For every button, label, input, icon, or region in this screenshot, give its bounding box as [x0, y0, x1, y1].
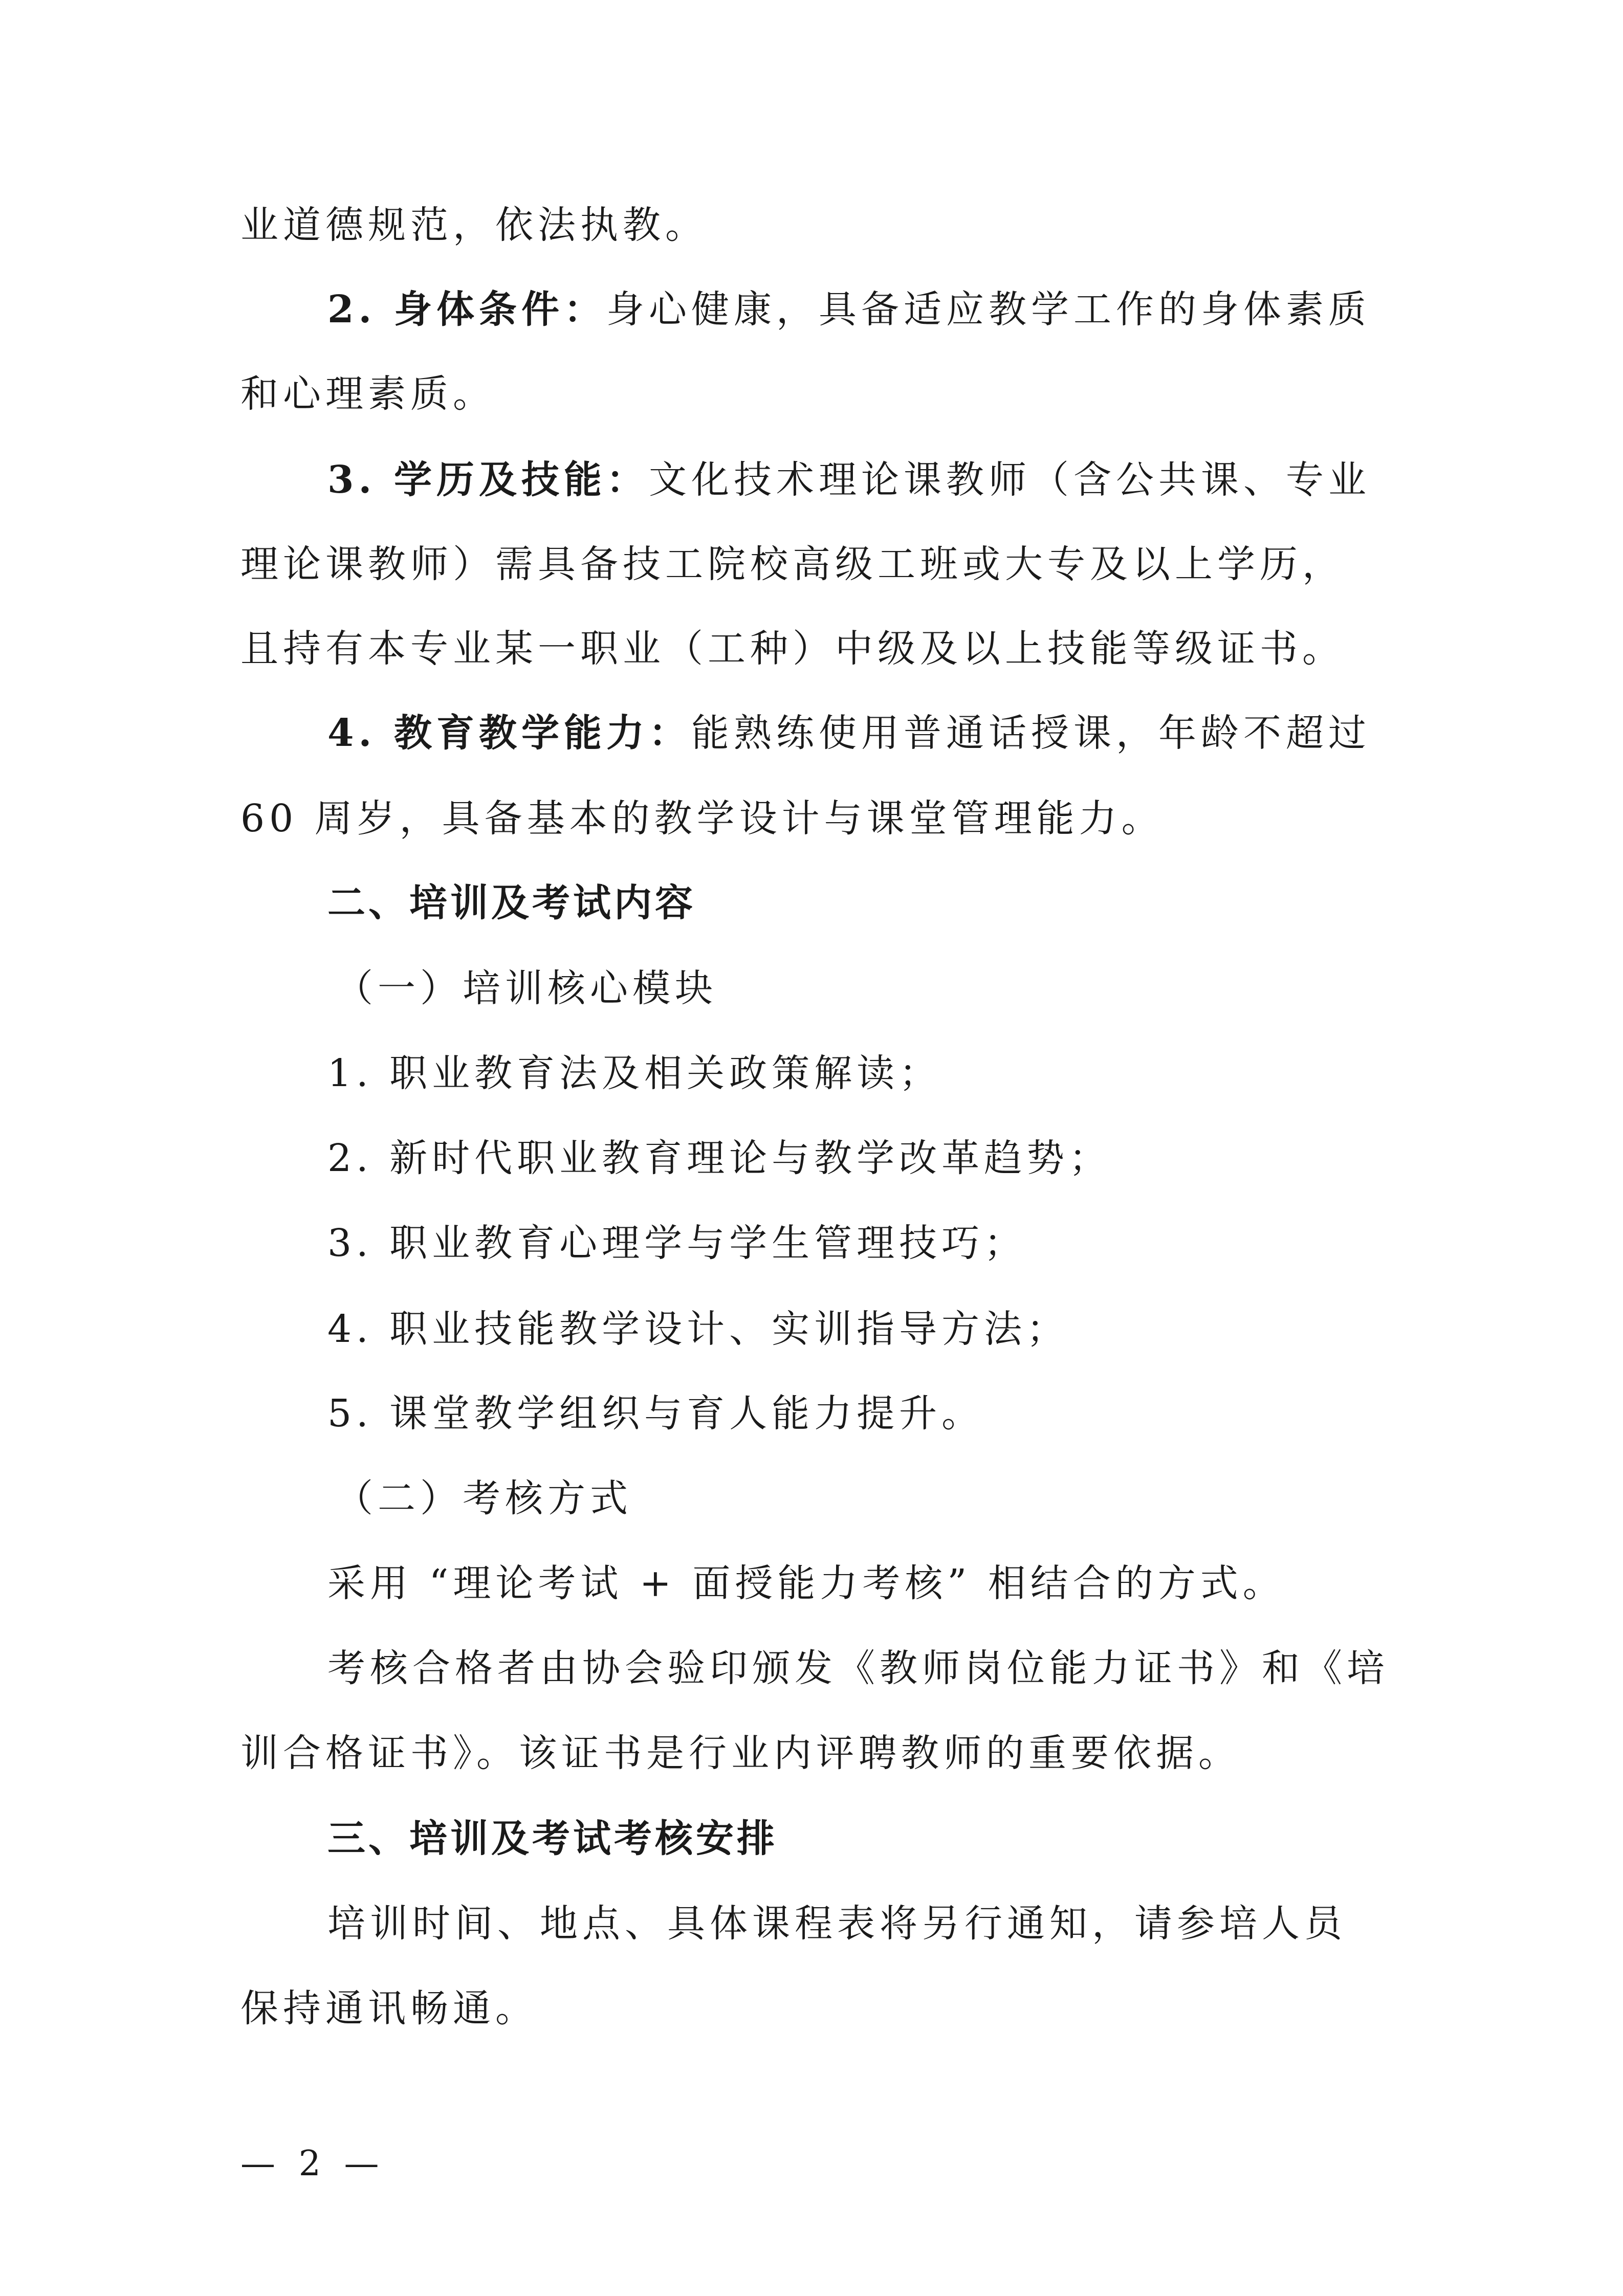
requirement-label: 2. 身体条件： — [327, 288, 607, 332]
requirement-physical — [327, 279, 1397, 340]
schedule-text: 培训时间、地点、具体课程表将另行通知，请参培人员 — [327, 1902, 1347, 1946]
paragraph-line — [240, 788, 1397, 849]
section-heading: 二、培训及考试内容 — [327, 881, 696, 925]
line-text: 60 周岁，具备基本的教学设计与课堂管理能力。 — [240, 797, 1164, 841]
module-item: 3. 职业教育心理学与学生管理技巧； — [327, 1221, 1027, 1265]
section-heading: 三、培训及考试考核安排 — [327, 1817, 778, 1861]
line-text: 和心理素质。 — [240, 372, 495, 416]
paragraph-line — [240, 534, 1397, 595]
page-number: — 2 — — [240, 2144, 385, 2184]
requirement-label: 4. 教育教学能力： — [327, 711, 692, 755]
requirement-text: 文化技术理论课教师（含公共课、专业 — [649, 458, 1371, 502]
assessment-method: 采用 “理论考试 + 面授能力考核” 相结合的方式。 — [327, 1561, 1285, 1605]
paragraph-line — [240, 363, 1397, 425]
schedule-text: 保持通讯畅通。 — [240, 1986, 538, 2030]
module-item: 5. 课堂教学组织与育人能力提升。 — [327, 1392, 984, 1436]
module-item: 1. 职业教育法及相关政策解读； — [327, 1051, 942, 1095]
line-text: 理论课教师）需具备技工院校高级工班或大专及以上学历， — [240, 542, 1345, 586]
requirement-education — [327, 449, 1397, 511]
paragraph-line — [240, 618, 1397, 679]
sub-heading: （二）考核方式 — [335, 1476, 632, 1520]
sub-heading: （一）培训核心模块 — [335, 966, 717, 1010]
certificate-text: 考核合格者由协会验印颁发《教师岗位能力证书》和《培 — [327, 1646, 1389, 1690]
module-item: 4. 职业技能教学设计、实训指导方法； — [327, 1307, 1069, 1351]
module-item: 2. 新时代职业教育理论与教学改革趋势； — [327, 1136, 1112, 1180]
requirement-text: 能熟练使用普通话授课，年龄不超过 — [691, 711, 1371, 755]
line-text: 且持有本专业某一职业（工种）中级及以上技能等级证书。 — [240, 627, 1345, 671]
paragraph-line — [240, 194, 1397, 256]
certificate-text: 训合格证书》。该证书是行业内评聘教师的重要依据。 — [240, 1731, 1241, 1775]
line-text: 业道德规范，依法执教。 — [240, 203, 708, 247]
requirement-text: 身心健康，具备适应教学工作的身体素质 — [606, 288, 1371, 332]
requirement-label: 3. 学历及技能： — [327, 458, 649, 502]
requirement-teaching — [327, 702, 1397, 764]
